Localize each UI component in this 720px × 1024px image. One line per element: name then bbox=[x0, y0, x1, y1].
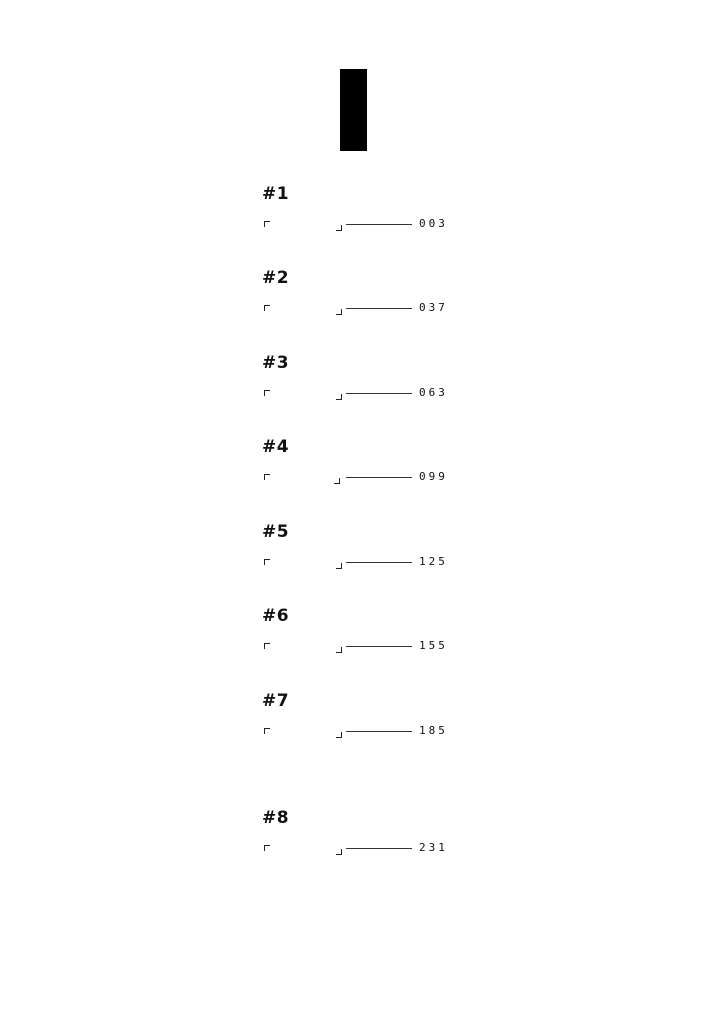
chapter-label: #8 bbox=[262, 808, 290, 828]
toc-entry-7[interactable] bbox=[262, 691, 462, 751]
open-bracket-icon bbox=[264, 728, 270, 734]
open-bracket-icon bbox=[264, 643, 270, 649]
leader-line bbox=[346, 646, 412, 647]
toc-entry-5[interactable] bbox=[262, 522, 462, 582]
chapter-label: #4 bbox=[262, 437, 290, 457]
close-bracket-icon bbox=[336, 849, 342, 855]
open-bracket-icon bbox=[264, 390, 270, 396]
leader-line bbox=[346, 308, 412, 309]
chapter-label: #2 bbox=[262, 268, 290, 288]
page-number: 037 bbox=[419, 301, 448, 314]
chapter-label: #3 bbox=[262, 353, 290, 373]
page-number: 231 bbox=[419, 841, 448, 854]
close-bracket-icon bbox=[336, 647, 342, 653]
close-bracket-icon bbox=[336, 394, 342, 400]
page-number: 063 bbox=[419, 386, 448, 399]
chapter-label: #6 bbox=[262, 606, 290, 626]
leader-line bbox=[346, 477, 412, 478]
toc-entry-4[interactable] bbox=[262, 437, 462, 497]
toc-entry-1[interactable] bbox=[262, 184, 462, 244]
title-block bbox=[340, 69, 367, 151]
leader-line bbox=[346, 562, 412, 563]
leader-line bbox=[346, 224, 412, 225]
open-bracket-icon bbox=[264, 474, 270, 480]
page-number: 099 bbox=[419, 470, 448, 483]
toc-entry-2[interactable] bbox=[262, 268, 462, 328]
page-number: 155 bbox=[419, 639, 448, 652]
close-bracket-icon bbox=[336, 309, 342, 315]
open-bracket-icon bbox=[264, 305, 270, 311]
chapter-label: #7 bbox=[262, 691, 290, 711]
close-bracket-icon bbox=[334, 478, 340, 484]
close-bracket-icon bbox=[336, 225, 342, 231]
chapter-label: #5 bbox=[262, 522, 290, 542]
page-number: 125 bbox=[419, 555, 448, 568]
open-bracket-icon bbox=[264, 559, 270, 565]
toc-entry-8[interactable] bbox=[262, 808, 462, 868]
open-bracket-icon bbox=[264, 221, 270, 227]
leader-line bbox=[346, 731, 412, 732]
page-number: 185 bbox=[419, 724, 448, 737]
close-bracket-icon bbox=[336, 732, 342, 738]
open-bracket-icon bbox=[264, 845, 270, 851]
leader-line bbox=[346, 848, 412, 849]
close-bracket-icon bbox=[336, 563, 342, 569]
toc-entry-3[interactable] bbox=[262, 353, 462, 413]
chapter-label: #1 bbox=[262, 184, 290, 204]
toc-entry-6[interactable] bbox=[262, 606, 462, 666]
page-number: 003 bbox=[419, 217, 448, 230]
leader-line bbox=[346, 393, 412, 394]
